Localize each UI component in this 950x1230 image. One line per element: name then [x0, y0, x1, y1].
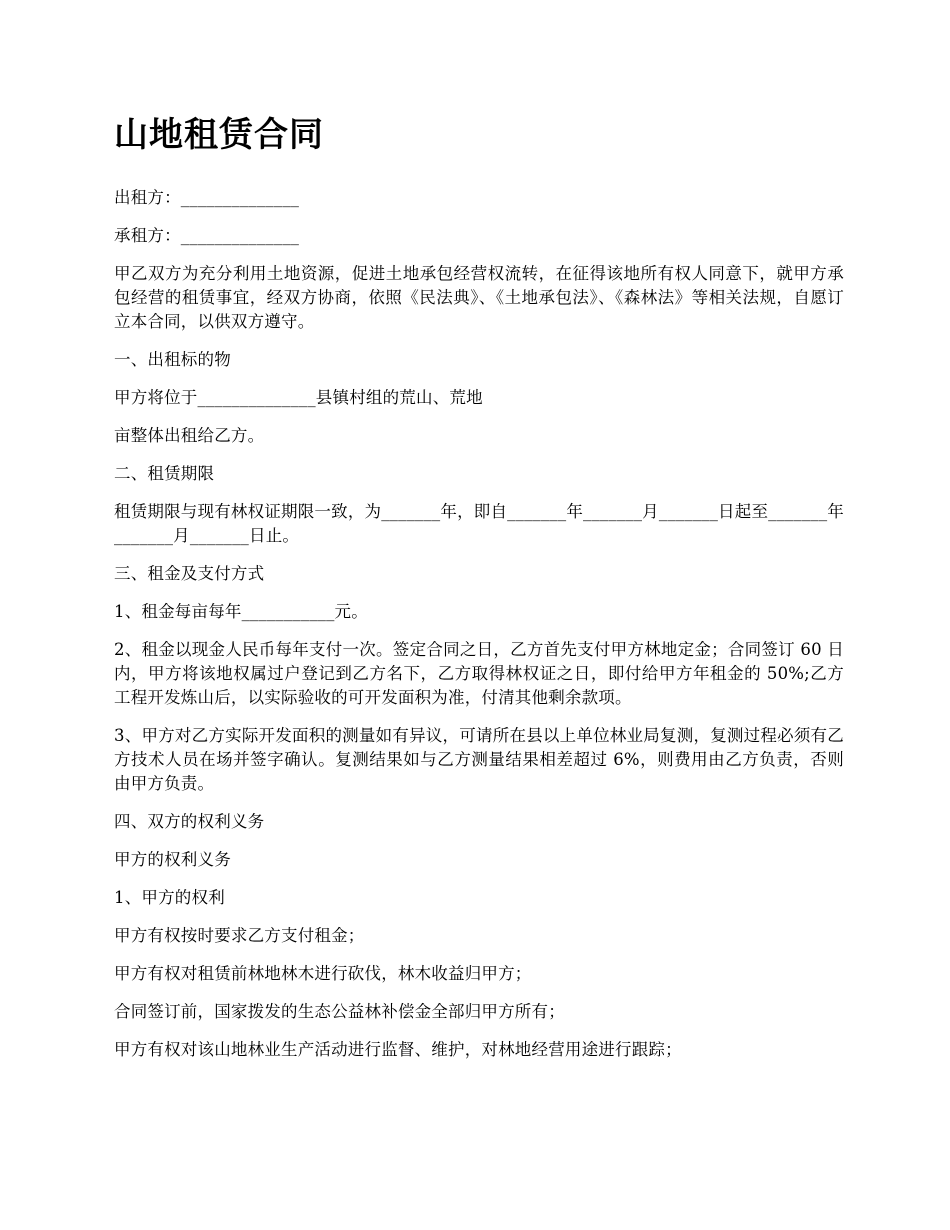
party-a-right-item: 甲方有权对该山地林业生产活动进行监督、维护，对林地经营用途进行跟踪；: [114, 1040, 682, 1059]
party-a-rights-subheading: 1、甲方的权利: [114, 888, 225, 907]
section-heading-2: 二、租赁期限: [114, 464, 215, 483]
lessor-line: 出租方：______________: [114, 188, 300, 207]
area-line: 亩整体出租给乙方。: [114, 426, 265, 445]
term-paragraph: 租赁期限与现有林权证期限一致，为_______年，即自_______年_______月_______日起至_______年_______月_______日止。: [114, 502, 844, 545]
document-title: 山地租赁合同: [114, 115, 324, 155]
party-a-right-item: 合同签订前，国家拨发的生态公益林补偿金全部归甲方所有；: [114, 1002, 565, 1021]
rent-clause-3: 3、甲方对乙方实际开发面积的测量如有异议，可请所在县以上单位林业局复测，复测过程必须有乙方技术人员在场并签字确认。复测结果如与乙方测量结果相差超过 6%，则费用由乙方负责，否则由甲方负责。: [114, 726, 844, 793]
party-a-right-item: 甲方有权对租赁前林地林木进行砍伐，林木收益归甲方；: [114, 964, 532, 983]
location-line: 甲方将位于______________县镇村组的荒山、荒地: [114, 388, 483, 407]
section-heading-3: 三、租金及支付方式: [114, 564, 265, 583]
contract-page: [114, 110, 844, 1076]
preamble-paragraph: 甲乙双方为充分利用土地资源，促进土地承包经营权流转，在征得该地所有权人同意下，就甲方承包经营的租赁事宜，经双方协商，依照《民法典》、《土地承包法》、《森林法》等相关法规，自愿订立本合同，以供双方遵守。: [114, 264, 844, 331]
rent-clause-2: 2、租金以现金人民币每年支付一次。签定合同之日，乙方首先支付甲方林地定金；合同签订 60 日内，甲方将该地权属过户登记到乙方名下，乙方取得林权证之日，即付给甲方年租金的 50%;乙方工程开发炼山后，以实际验收的可开发面积为准，付清其他剩余款项。: [114, 640, 844, 707]
party-a-rights-heading: 甲方的权利义务: [114, 850, 231, 869]
lessee-line: 承租方：______________: [114, 226, 300, 245]
section-heading-4: 四、双方的权利义务: [114, 812, 265, 831]
section-heading-1: 一、出租标的物: [114, 350, 231, 369]
rent-clause-1: 1、租金每亩每年___________元。: [114, 602, 368, 621]
party-a-right-item: 甲方有权按时要求乙方支付租金；: [114, 926, 365, 945]
